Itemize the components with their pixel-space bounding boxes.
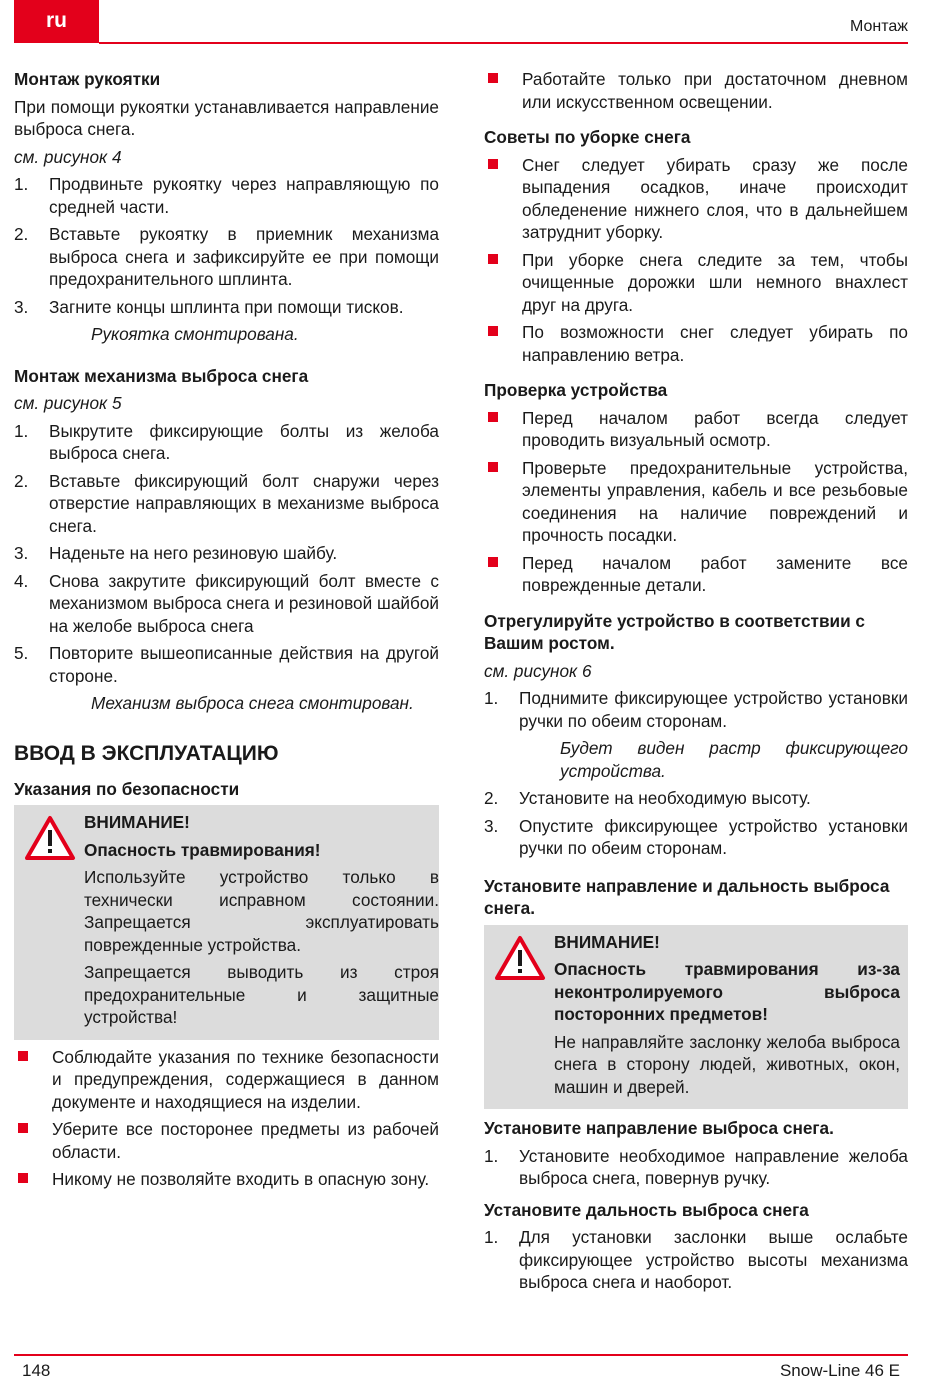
figure-ref: см. рисунок 6 xyxy=(484,660,592,681)
bullet-item: Никому не позволяйте входить в опасную зону. xyxy=(14,1168,439,1191)
safety-heading: Указания по безопасности xyxy=(14,778,240,799)
tips-heading: Советы по уборке снега xyxy=(484,127,691,147)
bullet-square-icon xyxy=(488,462,498,472)
bullet-item: При уборке снега следите за тем, чтобы очищенные дорожки шли немного внахлест друг на друга. xyxy=(484,249,908,317)
chute-heading: Монтаж механизма выброса снега xyxy=(14,365,309,386)
bullet-square-icon xyxy=(488,73,498,83)
commissioning-heading: ВВОД В ЭКСПЛУАТАЦИЮ xyxy=(14,741,279,765)
warning-box xyxy=(484,925,908,1110)
bullet-square-icon xyxy=(488,557,498,567)
step-item: 3. Загните концы шплинта при помощи тисков. xyxy=(14,296,404,317)
bullet-square-icon xyxy=(488,254,498,264)
section-title: Монтаж xyxy=(850,18,908,35)
header-rule xyxy=(99,42,908,44)
step-item: 2. Вставьте рукоятку в приемник механизма выброса снега и зафиксируйте ее при помощи предохранительного шплинта. xyxy=(14,224,439,289)
tips-bullets xyxy=(484,154,908,367)
handle-steps xyxy=(14,173,439,318)
bullet-square-icon xyxy=(488,159,498,169)
height-steps xyxy=(484,687,908,732)
step-item: 1. Выкрутите фиксирующие болты из желоба выброса снега. xyxy=(14,420,439,463)
bullet-square-icon xyxy=(18,1051,28,1061)
dist-steps xyxy=(484,1226,908,1294)
warning-title: ВНИМАНИЕ! xyxy=(84,812,190,832)
warning-text: Запрещается выводить из строя предохранительные и защитные устройства! xyxy=(84,962,439,1027)
page-number: 148 xyxy=(22,1361,51,1380)
step-result: Механизм выброса снега смонтирован. xyxy=(91,693,414,713)
warning-subtitle: Опасность травмирования из-за неконтролируемого выброса посторонних предметов! xyxy=(554,959,900,1024)
direction-heading: Установите направление и дальность выброса снега. xyxy=(484,875,890,918)
warning-title: ВНИМАНИЕ! xyxy=(554,931,660,952)
warning-triangle-icon xyxy=(24,815,76,861)
bullet-item: Работайте только при достаточном дневном или искусственном освещении. xyxy=(484,68,908,113)
step-item: 5. Повторите вышеописанные действия на другой стороне. xyxy=(14,643,439,686)
dir-steps xyxy=(484,1145,908,1190)
warning-triangle-icon xyxy=(494,935,546,981)
light-bullets xyxy=(484,68,908,113)
check-bullets xyxy=(484,407,908,597)
bullet-item: Уберите все посторонее предметы из рабочей области. xyxy=(14,1118,439,1163)
bullet-item: Проверьте предохранительные устройства, элементы управления, кабель и все резьбовые соединения на наличие повреждений и прочность посадки. xyxy=(484,457,908,547)
language-tab xyxy=(14,0,99,43)
step-item: 2. Вставьте фиксирующий болт снаружи через отверстие направляющих в механизме выброса снега. xyxy=(14,470,439,536)
step-item: 3. Наденьте на него резиновую шайбу. xyxy=(14,543,338,563)
bullet-square-icon xyxy=(488,412,498,422)
step-result: Будет виден растр фиксирующего устройства. xyxy=(560,738,908,781)
figure-ref: см. рисунок 4 xyxy=(14,146,122,167)
bullet-square-icon xyxy=(488,326,498,336)
step-item: 1. Для установки заслонки выше ослабьте фиксирующее устройство высоты механизма выброса снега и наоборот. xyxy=(484,1227,908,1292)
warning-subtitle: Опасность травмирования! xyxy=(84,839,321,860)
chute-steps xyxy=(14,420,439,688)
bullet-item: По возможности снег следует убирать по направлению ветра. xyxy=(484,321,908,366)
handle-intro: При помощи рукоятки устанавливается направление выброса снега. xyxy=(14,96,439,139)
step-item: 2. Установите на необходимую высоту. xyxy=(484,788,811,808)
step-item: 3. Опустите фиксирующее устройство установки ручки по обеим сторонам. xyxy=(484,815,908,858)
warning-text: Не направляйте заслонку желоба выброса снега в сторону людей, животных, окон, машин и дверей. xyxy=(554,1031,900,1097)
height-heading: Отрегулируйте устройство в соответствии с Вашим ростом. xyxy=(484,610,865,653)
bullet-square-icon xyxy=(18,1173,28,1183)
bullet-square-icon xyxy=(18,1123,28,1133)
left-column xyxy=(14,68,439,1196)
step-item: 1. Установите необходимое направление желоба выброса снега, повернув ручку. xyxy=(484,1145,908,1188)
step-item: 1. Продвиньте рукоятку через направляющую по средней части. xyxy=(14,174,439,217)
right-column xyxy=(484,68,908,1299)
dist-heading: Установите дальность выброса снега xyxy=(484,1199,809,1220)
dir-heading: Установите направление выброса снега. xyxy=(484,1118,834,1138)
model-name: Snow-Line 46 E xyxy=(779,1361,900,1380)
handle-heading: Монтаж рукоятки xyxy=(14,69,161,89)
check-heading: Проверка устройства xyxy=(484,380,668,400)
figure-ref: см. рисунок 5 xyxy=(14,393,122,413)
step-item: 4. Снова закрутите фиксирующий болт вместе с механизмом выброса снега и резиновой шайбой на желобе выброса снега xyxy=(14,570,439,636)
bullet-item: Перед началом работ замените все поврежденные детали. xyxy=(484,552,908,597)
warning-box xyxy=(14,805,439,1040)
step-item: 1. Поднимите фиксирующее устройство установки ручки по обеим сторонам. xyxy=(484,688,908,731)
safety-bullets xyxy=(14,1046,439,1191)
warning-text: Используйте устройство только в технически исправном состоянии. Запрещается эксплуатировать поврежденные устройства. xyxy=(84,867,439,955)
bullet-item: Соблюдайте указания по технике безопасности и предупреждения, содержащиеся в данном документе и находящиеся на изделии. xyxy=(14,1046,439,1114)
bullet-item: Перед началом работ всегда следует проводить визуальный осмотр. xyxy=(484,407,908,452)
footer-rule xyxy=(14,1354,908,1356)
language-code: ru xyxy=(46,9,67,33)
bullet-item: Снег следует убирать сразу же после выпадения осадков, иначе происходит обледенение нижнего слоя, что в дальнейшем затруднит уборку. xyxy=(484,154,908,244)
height-steps-cont xyxy=(484,787,908,860)
step-result: Рукоятка смонтирована. xyxy=(91,324,299,344)
